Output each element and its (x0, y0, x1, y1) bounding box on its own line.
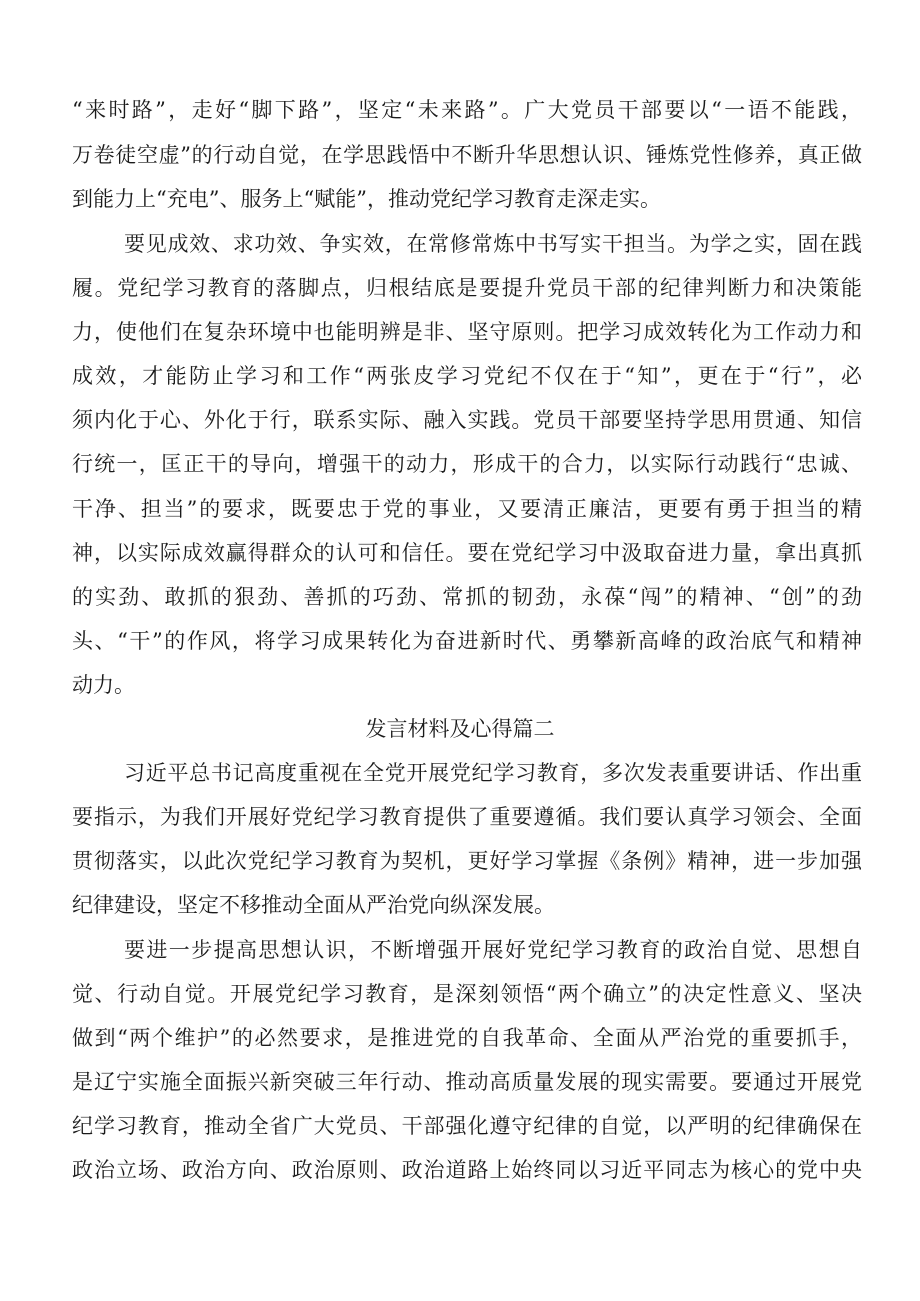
paragraph-line: 履。党纪学习教育的落脚点，归根结底是要提升党员干部的纪律判断力和决策能 (72, 276, 862, 300)
paragraph-line: 觉、行动自觉。开展党纪学习教育，是深刻领悟“两个确立”的决定性意义、坚决 (72, 982, 862, 1006)
paragraph-line: 要见成效、求功效、争实效，在常修常炼中书写实干担当。为学之实，固在践 (124, 232, 862, 256)
paragraph-line: “来时路”，走好“脚下路”，坚定“未来路”。广大党员干部要以“一语不能践， (72, 98, 862, 122)
paragraph-line: 纪律建设，坚定不移推动全面从严治党向纵深发展。 (72, 893, 555, 917)
paragraph-line: 要进一步提高思想认识，不断增强开展好党纪学习教育的政治自觉、思想自 (124, 938, 862, 962)
paragraph-line: 头、“干”的作风，将学习成果转化为奋进新时代、勇攀新高峰的政治底气和精神 (72, 629, 862, 653)
paragraph-line: 纪学习教育，推动全省广大党员、干部强化遵守纪律的自觉，以严明的纪律确保在 (72, 1114, 862, 1138)
paragraph-line: 做到“两个维护”的必然要求，是推进党的自我革命、全面从严治党的重要抓手， (72, 1026, 862, 1050)
paragraph-line: 要指示，为我们开展好党纪学习教育提供了重要遵循。我们要认真学习领会、全面 (72, 805, 862, 829)
paragraph-line: 习近平总书记高度重视在全党开展党纪学习教育，多次发表重要讲话、作出重 (124, 761, 862, 785)
paragraph-line: 须内化于心、外化于行，联系实际、融入实践。党员干部要坚持学思用贯通、知信 (72, 408, 862, 432)
section-heading: 发言材料及心得篇二 (365, 717, 555, 741)
paragraph-line: 行统一，匡正干的导向，增强干的动力，形成干的合力，以实际行动践行“忠诚、 (72, 452, 862, 476)
paragraph-line: 神，以实际成效赢得群众的认可和信任。要在党纪学习中汲取奋进力量，拿出真抓 (72, 541, 862, 565)
paragraph-line: 动力。 (72, 673, 135, 697)
paragraph-line: 干净、担当”的要求，既要忠于党的事业，又要清正廉洁，更要有勇于担当的精 (72, 497, 862, 521)
paragraph-line: 政治立场、政治方向、政治原则、政治道路上始终同以习近平同志为核心的党中央 (72, 1158, 862, 1182)
paragraph-line: 成效，才能防止学习和工作“两张皮学习党纪不仅在于“知”，更在于“行”，必 (72, 364, 862, 388)
paragraph-line: 万卷徒空虚”的行动自觉，在学思践悟中不断升华思想认识、锤炼党性修养，真正做 (72, 143, 862, 167)
paragraph-line: 的实劲、敢抓的狠劲、善抓的巧劲、常抓的韧劲，永葆“闯”的精神、“创”的劲 (72, 585, 862, 609)
paragraph-line: 贯彻落实，以此次党纪学习教育为契机，更好学习掌握《条例》精神，进一步加强 (72, 849, 862, 873)
paragraph-line: 到能力上“充电”、服务上“赋能”，推动党纪学习教育走深走实。 (72, 187, 661, 211)
paragraph-line: 是辽宁实施全面振兴新突破三年行动、推动高质量发展的现实需要。要通过开展党 (72, 1070, 862, 1094)
paragraph-line: 力，使他们在复杂环境中也能明辨是非、坚守原则。把学习成效转化为工作动力和 (72, 320, 862, 344)
